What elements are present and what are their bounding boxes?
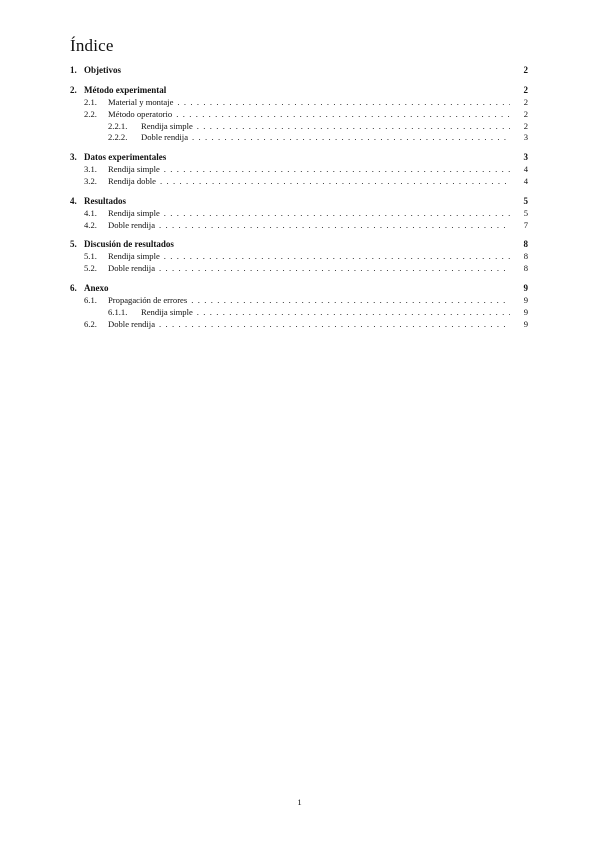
toc-section-group [70,84,528,144]
toc-dot-leader [160,176,510,188]
toc-section-group [70,195,528,232]
page-title: Índice [70,36,114,55]
toc-entry-number: 2. [70,85,77,95]
toc-entry-page: 2 [523,120,528,131]
toc-entry-label: Rendija simple [141,120,193,131]
toc-entry-page: 2 [523,65,528,75]
toc-entry-label: Objetivos [84,65,121,75]
toc-entry-number: 5.1. [84,251,97,262]
toc-section-group [70,238,528,275]
toc-entry-number: 3. [70,152,77,163]
toc-entry-number: 5.2. [84,263,97,274]
toc-entry-number: 2.2.1. [108,120,128,131]
toc-entry-page: 2 [523,85,528,95]
toc-entry-page: 5 [523,207,528,218]
toc-entry-sub[interactable] [70,220,528,232]
toc-entry-label: Método experimental [84,85,167,95]
toc-entry-number: 6. [70,282,77,293]
toc-entry-number: 6.1. [84,294,97,305]
toc-entry-label: Datos experimentales [84,152,167,163]
toc-entry-sub[interactable] [70,208,528,220]
toc-entry-label: Rendija simple [108,207,160,218]
toc-entry-subsub[interactable] [70,132,528,144]
toc-dot-leader [176,109,510,121]
toc-entry-subsub[interactable] [70,121,528,133]
toc-entry-label: Anexo [84,282,109,293]
toc-entry-label: Rendija doble [108,175,156,186]
toc-entry-label: Propagación de errores [108,294,188,305]
toc-entry-number: 3.2. [84,175,97,186]
toc-entry-label: Resultados [84,195,127,206]
toc-dot-leader [159,263,510,275]
table-of-contents [70,64,528,337]
toc-entry-label: Método operatorio [108,108,173,119]
toc-entry-page: 9 [523,306,528,317]
toc-entry-label: Material y montaje [108,97,174,107]
toc-entry-number: 5. [70,239,77,250]
toc-entry-sub[interactable] [70,164,528,176]
toc-entry-label: Discusión de resultados [84,239,174,250]
toc-entry-page: 9 [523,294,528,305]
toc-entry-label: Doble rendija [108,263,156,274]
toc-entry-page: 9 [523,318,528,329]
toc-entry-page: 8 [523,263,528,274]
toc-entry-sec[interactable] [70,84,528,97]
toc-dot-leader [164,208,510,220]
toc-entry-label: Rendija simple [108,251,160,262]
toc-entry-label: Doble rendija [108,318,156,329]
toc-entry-page: 8 [523,239,528,250]
toc-entry-label: Doble rendija [108,219,156,230]
toc-entry-page: 8 [523,251,528,262]
toc-entry-number: 2.2. [84,108,97,119]
toc-dot-leader [191,295,510,307]
toc-entry-sub[interactable] [70,176,528,188]
toc-entry-sub[interactable] [70,295,528,307]
toc-entry-subsub[interactable] [70,307,528,319]
toc-entry-number: 3.1. [84,164,97,175]
toc-dot-leader [177,97,510,109]
toc-entry-sub[interactable] [70,251,528,263]
toc-entry-page: 3 [523,132,528,143]
toc-entry-number: 2.1. [84,97,97,107]
toc-entry-page: 2 [523,108,528,119]
toc-entry-page: 7 [523,219,528,230]
toc-entry-label: Doble rendija [141,132,189,143]
toc-entry-label: Rendija simple [108,164,160,175]
toc-dot-leader [164,164,510,176]
toc-dot-leader [159,220,510,232]
toc-entry-number: 4.1. [84,207,97,218]
toc-entry-number: 1. [70,65,77,75]
toc-entry-page: 3 [523,152,528,163]
toc-entry-page: 4 [523,175,528,186]
toc-dot-leader [164,251,510,263]
toc-entry-sec[interactable] [70,282,528,295]
toc-dot-leader [197,121,510,133]
toc-entry-number: 6.1.1. [108,306,128,317]
toc-entry-label: Rendija simple [141,306,193,317]
toc-entry-page: 9 [523,282,528,293]
toc-section-group [70,282,528,330]
toc-entry-number: 6.2. [84,318,97,329]
toc-entry-number: 2.2.2. [108,132,128,143]
toc-dot-leader [192,132,510,144]
toc-entry-sec[interactable] [70,64,528,77]
toc-entry-sub[interactable] [70,97,528,109]
toc-entry-page: 5 [523,195,528,206]
toc-entry-sub[interactable] [70,263,528,275]
toc-section-group [70,64,528,77]
toc-entry-number: 4.2. [84,219,97,230]
toc-entry-page: 2 [523,97,528,107]
toc-dot-leader [197,307,510,319]
toc-entry-number: 4. [70,195,77,206]
toc-entry-sub[interactable] [70,109,528,121]
toc-entry-sub[interactable] [70,319,528,331]
toc-entry-page: 4 [523,164,528,175]
toc-entry-sec[interactable] [70,195,528,208]
toc-entry-sec[interactable] [70,238,528,251]
toc-entry-sec[interactable] [70,151,528,164]
toc-section-group [70,151,528,188]
page-number: 1 [297,797,302,807]
toc-dot-leader [159,319,510,331]
